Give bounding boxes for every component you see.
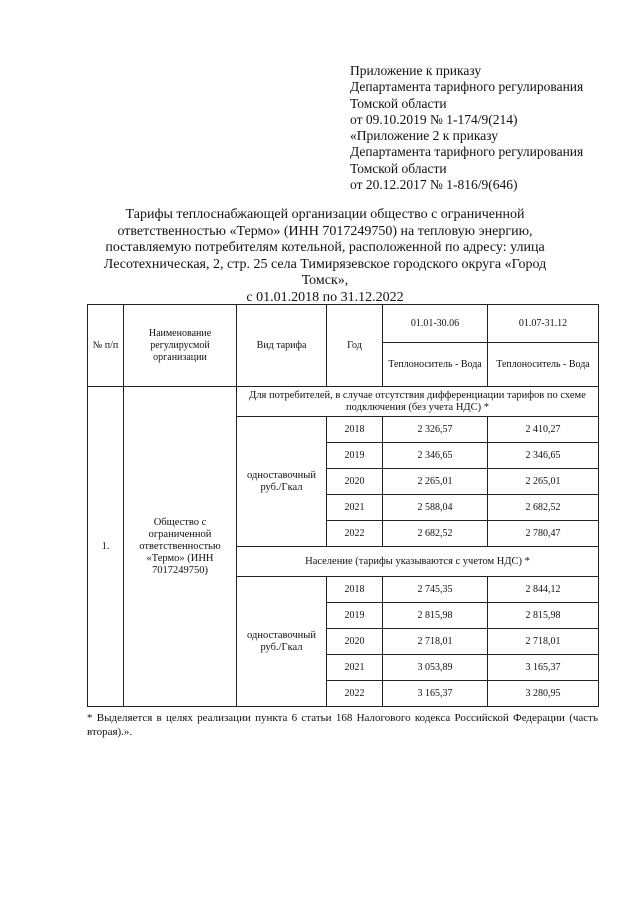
- value-cell: 2 718,01: [383, 629, 488, 655]
- value-cell: 3 280,95: [488, 681, 599, 707]
- value-cell: 2 780,47: [488, 521, 599, 547]
- value-cell: 2 718,01: [488, 629, 599, 655]
- footnote: * Выделяется в целях реализации пункта 6 статьи 168 Налогового кодекса Российской Федерации (часть вторая).».: [87, 712, 598, 738]
- value-cell: 2 265,01: [488, 469, 599, 495]
- value-cell: 3 165,37: [383, 681, 488, 707]
- year-cell: 2018: [327, 577, 383, 603]
- appendix-header: [350, 63, 583, 193]
- header-org: Наименование регулирусмой организации: [124, 305, 237, 387]
- header-num: № п/п: [88, 305, 124, 387]
- header-carrier-1: Теплоноситель - Вода: [383, 343, 488, 387]
- document-title: [80, 207, 570, 306]
- value-cell: 2 588,04: [383, 495, 488, 521]
- header-line: Департамента тарифного регулирования: [350, 144, 584, 160]
- section-row: [88, 387, 599, 417]
- value-cell: 2 682,52: [383, 521, 488, 547]
- table-header-row: [88, 305, 599, 343]
- value-cell: 2 745,35: [383, 577, 488, 603]
- value-cell: 3 165,37: [488, 655, 599, 681]
- header-line: Томской области: [350, 160, 447, 176]
- header-period-1: 01.01-30.06: [383, 305, 488, 343]
- year-cell: 2020: [327, 469, 383, 495]
- title-line: Лесотехническая, 2, стр. 25 села Тимирязевское городского округа «Город Томск»,: [103, 256, 547, 288]
- organization-name: Общество с ограниченной ответственностью «Термо» (ИНН 7017249750): [124, 387, 237, 707]
- value-cell: 2 844,12: [488, 577, 599, 603]
- value-cell: 2 815,98: [488, 603, 599, 629]
- value-cell: 2 410,27: [488, 417, 599, 443]
- value-cell: 2 682,52: [488, 495, 599, 521]
- value-cell: 2 346,65: [383, 443, 488, 469]
- tariff-table: [87, 304, 599, 707]
- title-line: поставляемую потребителям котельной, расположенной по адресу: улица: [105, 240, 545, 255]
- header-line: Приложение к приказу: [350, 63, 482, 78]
- header-period-2: 01.07-31.12: [488, 305, 599, 343]
- header-kind: Вид тарифа: [237, 305, 327, 387]
- title-line: с 01.01.2018 по 31.12.2022: [246, 289, 404, 305]
- header-line: Томской области: [350, 95, 447, 111]
- value-cell: 2 326,57: [383, 417, 488, 443]
- header-line: от 20.12.2017 № 1-816/9(646): [350, 177, 518, 193]
- header-line: «Приложение 2 к приказу: [350, 128, 498, 144]
- header-year: Год: [327, 305, 383, 387]
- tariff-kind: одноставочный руб./Гкал: [237, 417, 327, 547]
- header-carrier-2: Теплоноситель - Вода: [488, 343, 599, 387]
- header-line: от 09.10.2019 № 1-174/9(214): [350, 111, 518, 127]
- year-cell: 2019: [327, 603, 383, 629]
- year-cell: 2020: [327, 629, 383, 655]
- year-cell: 2021: [327, 655, 383, 681]
- title-line: Тарифы теплоснабжающей организации общество с ограниченной: [125, 207, 525, 222]
- year-cell: 2022: [327, 521, 383, 547]
- value-cell: 2 346,65: [488, 443, 599, 469]
- section-title: Для потребителей, в случае отсутствия дифференциации тарифов по схеме подключения (без учета НДС) *: [237, 387, 599, 417]
- row-number: 1.: [88, 387, 124, 707]
- title-line: ответственностью «Термо» (ИНН 7017249750) на тепловую энергию,: [117, 223, 533, 239]
- section-title: Население (тарифы указываются с учетом НДС) *: [237, 547, 599, 577]
- value-cell: 3 053,89: [383, 655, 488, 681]
- tariff-kind: одноставочный руб./Гкал: [237, 577, 327, 707]
- value-cell: 2 265,01: [383, 469, 488, 495]
- year-cell: 2018: [327, 417, 383, 443]
- year-cell: 2022: [327, 681, 383, 707]
- value-cell: 2 815,98: [383, 603, 488, 629]
- year-cell: 2019: [327, 443, 383, 469]
- year-cell: 2021: [327, 495, 383, 521]
- header-line: Департамента тарифного регулирования: [350, 79, 584, 95]
